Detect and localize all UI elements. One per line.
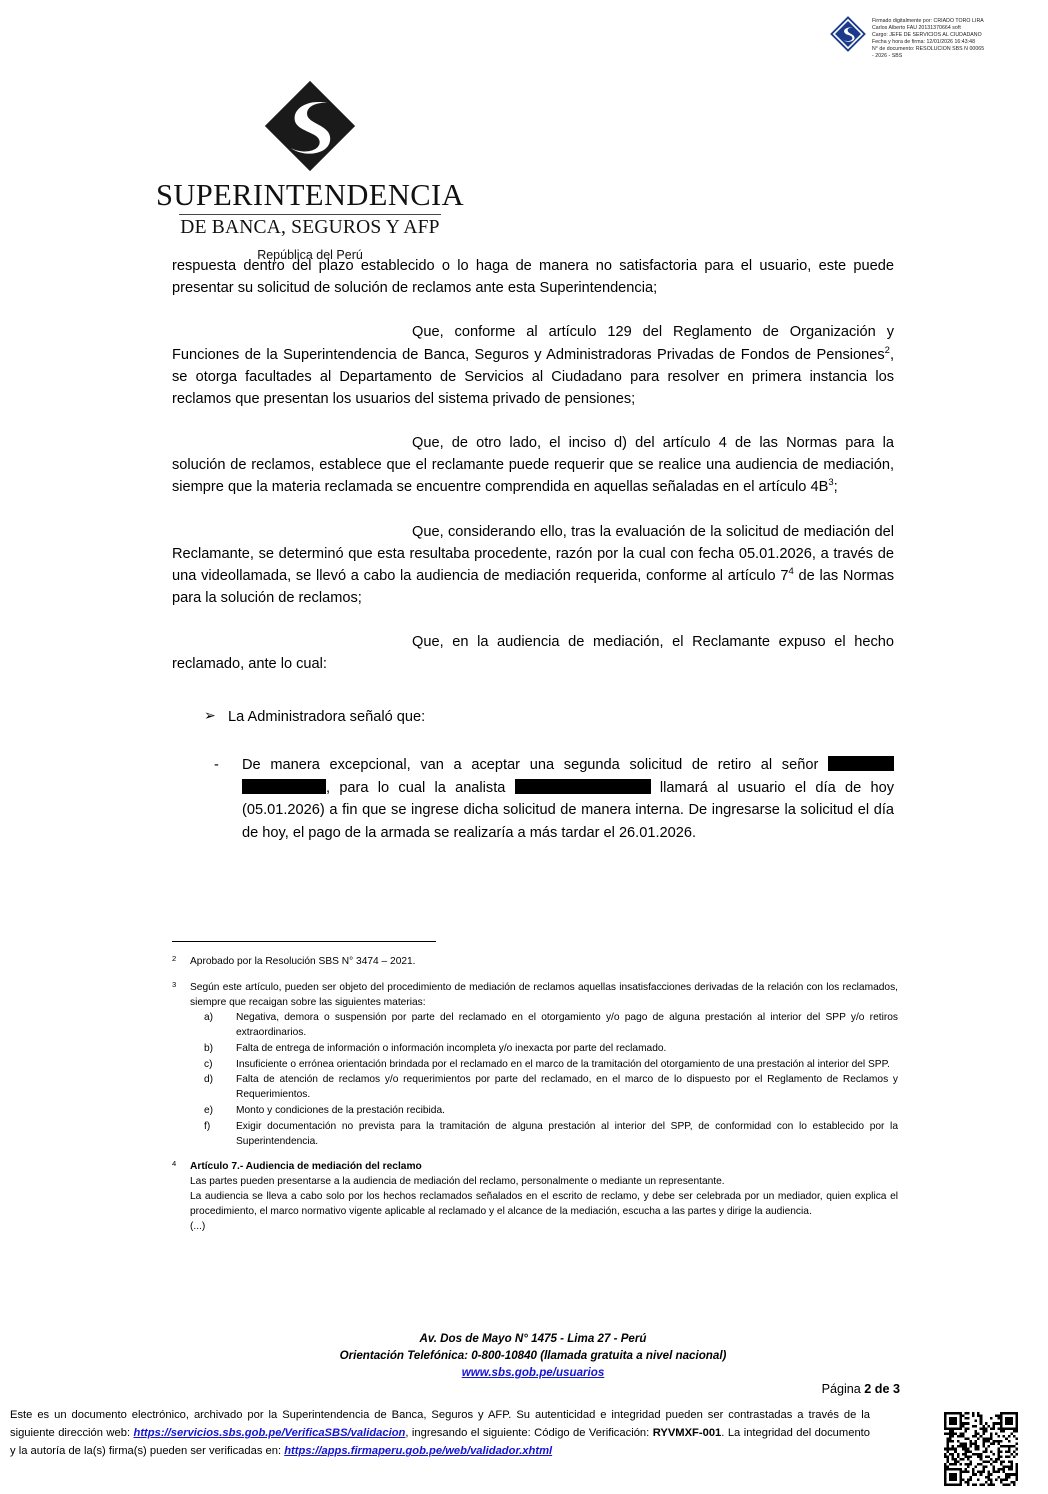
list-item-label: La Administradora señaló que: <box>228 708 426 725</box>
signature-line-2: Carlos Alberto FAU 20131370664 soft <box>872 24 961 31</box>
paragraph-audiencia-mediacion <box>172 631 894 675</box>
notice-text-3: . La integridad del documento y la autoría de la(s) firma(s) pueden ser verificadas en: <box>10 1427 870 1458</box>
document-footer <box>172 1330 894 1381</box>
footnote-ref-2: 2 <box>884 344 890 356</box>
list-item <box>204 1042 898 1057</box>
footnote-intro: Según este artículo, pueden ser objeto del procedimiento de mediación de reclamos aquellas insatisfacciones derivadas de la relación con los reclamados, siempre que recaigan sobre las siguientes materias: <box>190 981 898 1008</box>
footnote-ref-3: 3 <box>828 477 834 489</box>
footnote-title: Artículo 7.- Audiencia de mediación del reclamo <box>190 1161 422 1173</box>
page-number-value: 2 de 3 <box>864 1382 900 1396</box>
footnote-separator <box>172 941 436 942</box>
paragraph-text-a: Que, conforme al artículo 129 del Reglamento de Organización y Funciones de la Superintendencia de Banca, Seguros y Administradoras Privadas de Fondos de Pensiones <box>172 324 894 363</box>
paragraph-text: Que, en la audiencia de mediación, el Reclamante expuso el hecho reclamado, ante lo cual: <box>172 634 894 673</box>
page-number <box>760 1382 900 1396</box>
list-item-label: a) <box>204 1012 214 1024</box>
paragraph-text-a: Que, considerando ello, tras la evaluación de la solicitud de mediación del Reclamante, se determinó que esta resultaba procedente, razón por la cual con fecha 05.01.2026, a través de una videollamada, se llevó a cabo la audiencia de mediación requerida, conforme al artículo 7 <box>172 523 894 584</box>
sbs-diamond-logo-icon <box>830 16 866 52</box>
footnote-4 <box>172 1160 898 1234</box>
signature-line-3: Cargo: JEFE DE SERVICIOS AL CIUDADANO <box>872 31 982 38</box>
sbs-crest-diamond-s-icon <box>262 78 358 174</box>
footnote-ref-4: 4 <box>788 566 794 578</box>
list-item <box>204 1058 898 1073</box>
paragraph-text-b: de las Normas para la solución de reclamos; <box>172 567 895 607</box>
letterhead <box>0 78 620 262</box>
verification-code: RYVMXF-001 <box>652 1427 722 1440</box>
list-item-text-3: llamará al usuario el día de hoy (05.01.2026) a fin que se ingrese dicha solicitud de manera interna. De ingresarse la solicitud el día de hoy, el pago de la armada se realizaría a más tardar el 26.01.2026. <box>242 779 894 842</box>
paragraph-text-a: Que, de otro lado, el inciso d) del artículo 4 de las Normas para la solución de reclamos, establece que el reclamante puede requerir que se realice una audiencia de mediación, siempre que la materia reclamada se encuentre comprendida en aquellas señaladas en el artículo 4B <box>172 435 894 496</box>
list-item <box>204 1073 898 1103</box>
masthead-divider <box>179 214 441 215</box>
redacted-black-bar <box>242 779 326 794</box>
footnote-2 <box>172 955 898 970</box>
signature-line-1: Firmado digitalmente por: CRIADO TORO LIRA <box>872 18 984 24</box>
document-body <box>172 255 894 845</box>
footnote-number: 3 <box>172 979 177 989</box>
qr-code-icon <box>940 1408 1022 1490</box>
footnote-line-3: (...) <box>190 1220 206 1232</box>
organization-name: SUPERINTENDENCIA <box>155 178 464 212</box>
signature-line-4: Fecha y hora de firma: 12/01/2026 16:43:48 <box>872 38 976 45</box>
dash-bullet-icon: - <box>214 756 219 773</box>
paragraph-articulo-129 <box>172 321 894 410</box>
arrow-bullet-icon: ➢ <box>204 706 216 723</box>
digital-signature-stamp <box>830 16 1040 60</box>
footnote-text: Aprobado por la Resolución SBS N° 3474 – 2021. <box>190 956 416 967</box>
list-item-text: Negativa, demora o suspensión por parte del reclamado en el otorgamiento y/o pago de alguna prestación al interior del SPP y/o retiros extraordinarios. <box>236 1012 898 1039</box>
paragraph-continuation: respuesta dentro del plazo establecido o lo haga de manera no satisfactoria para el usuario, este puede presentar su solicitud de solución de reclamos ante esta Superintendencia; <box>172 258 894 297</box>
notice-text-2: , ingresando el siguiente: Código de Verificación: <box>405 1427 653 1440</box>
list-item-label: d) <box>204 1074 214 1086</box>
paragraph-inciso-d <box>172 432 894 499</box>
redacted-black-bar <box>828 756 894 771</box>
list-item-label: f) <box>204 1120 211 1132</box>
signature-line-6: - 2026 - SBS <box>872 52 903 59</box>
firmaperu-validator-link[interactable]: https://apps.firmaperu.gob.pe/web/validador.xhtml <box>284 1445 553 1458</box>
verification-url-link[interactable]: https://servicios.sbs.gob.pe/VerificaSBS/validacion <box>133 1427 406 1440</box>
list-item-label: c) <box>204 1058 213 1070</box>
organization-subtitle: DE BANCA, SEGUROS Y AFP <box>180 217 440 239</box>
organization-country: República del Perú <box>257 247 363 262</box>
list-item-text-2: , para lo cual la analista <box>326 779 515 796</box>
verification-notice <box>10 1406 870 1460</box>
list-item <box>204 1011 898 1041</box>
footnote-number: 4 <box>172 1159 177 1169</box>
footer-website-link[interactable]: www.sbs.gob.pe/usuarios <box>461 1366 605 1380</box>
notice-text-1: Este es un documento electrónico, archivado por la Superintendencia de Banca, Seguros y AFP. Su autenticidad e integridad pueden ser contrastadas a través de la siguiente dirección web: <box>10 1409 870 1440</box>
list-item-text-1: De manera excepcional, van a aceptar una segunda solicitud de retiro al señor <box>242 756 828 773</box>
list-item-label: b) <box>204 1042 214 1054</box>
list-item <box>204 1120 898 1150</box>
list-item-text: Falta de atención de reclamos y/o requerimientos por parte del reclamado, en el marco de lo dispuesto por el Reglamento de Reclamos y Requerimientos. <box>236 1074 898 1101</box>
list-item-retiro-detalle <box>172 754 894 845</box>
footnote-line-1: Las partes pueden presentarse a la audiencia de mediación del reclamo, personalmente o mediante un representante. <box>190 1176 725 1188</box>
footnote-3 <box>172 981 898 1150</box>
paragraph-text-b: ; <box>833 479 838 496</box>
footnotes-section <box>172 955 898 1245</box>
footnote-number: 2 <box>172 954 177 963</box>
signature-line-5: N° de documento: RESOLUCION SBS N 00065 <box>872 45 985 52</box>
paragraph-text-b: , se otorga facultades al Departamento de Servicios al Ciudadano para resolver en primera instancia los reclamos que presentan los usuarios del sistema privado de pensiones; <box>172 346 894 407</box>
list-item <box>204 1104 898 1119</box>
paragraph-considerando-ello <box>172 521 894 610</box>
page-number-label: Página <box>821 1382 865 1396</box>
footnote-materias-list <box>190 1011 898 1149</box>
signature-text-block <box>872 16 984 60</box>
list-item-label: e) <box>204 1105 214 1117</box>
list-item-text: Insuficiente o errónea orientación brindada por el reclamado en el marco de la tramitación del otorgamiento de una prestación al interior del SPP. <box>236 1058 890 1070</box>
list-item-text: Exigir documentación no prevista para la tramitación de alguna prestación al interior del SPP, de conformidad con lo establecido por la Superintendencia. <box>236 1120 898 1147</box>
footer-phone: Orientación Telefónica: 0-800-10840 (llamada gratuita a nivel nacional) <box>339 1349 727 1363</box>
footer-address: Av. Dos de Mayo N° 1475 - Lima 27 - Perú <box>419 1332 647 1345</box>
footnote-line-2: La audiencia se lleva a cabo solo por los hechos reclamados señalados en el escrito de reclamo, y debe ser celebrada por un mediador, quien explica el procedimiento, el marco normativo vigente aplicable al reclamado y el alcance de la mediación, escucha a las partes y dirige la audiencia. <box>190 1190 898 1217</box>
list-item-text: Monto y condiciones de la prestación recibida. <box>236 1105 445 1117</box>
redacted-black-bar <box>515 779 651 794</box>
list-item-administradora <box>172 706 894 728</box>
list-item-text: Falta de entrega de información o información incompleta y/o inexacta por parte del reclamado. <box>236 1042 667 1054</box>
